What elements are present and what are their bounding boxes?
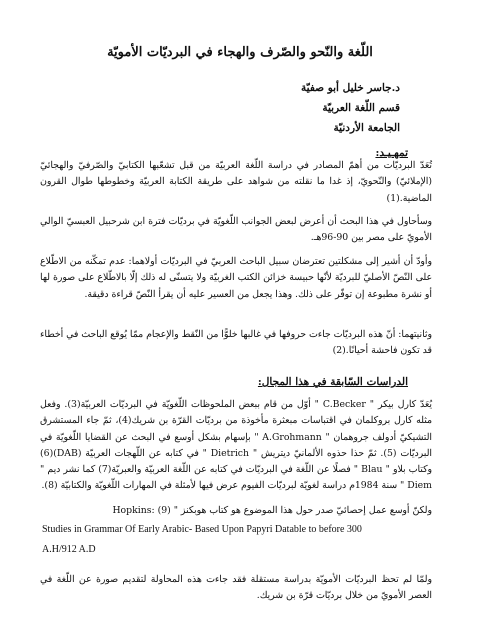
paragraph-6 bbox=[40, 503, 432, 519]
paragraph-1: تُعَدّ البرديّات من أهمّ المصادر في دراسة اللّغة العربيّة من قبل تشعّبها الكتابيّ والصّرفيّ والهجائيّ (الإملائيّ) والنّحويّ، إذ غدا ما نقلته من شواهد على طريقة الكتابة العربيّة وخطوطها طوال القرون الماضية.(1) bbox=[40, 160, 432, 204]
paragraph-3: وأودّ أن أشير إلى مشكلتين تعترضان سبيل الباحث العربيّ في البرديّات أولاهما: عدم تمكّنه من الاطّلاع على النّصّ الأصليّ للبرديّة لأنّها حبيسة خزائن الكتب الغربيّة ولا يتسنّى له ذلك إلّا بالاطّلاع على صورة لها أو نشرة مطبوعة إن توفّر على ذلك. وهذا يجعل من العسير عليه أن يقرأ النّصّ قراءة دقيقة. bbox=[40, 256, 432, 300]
paragraph-2: وسأحاول في هذا البحث أن أعرض لبعض الجوانب اللّغويّة في برديّات فترة ابن شرحبيل العبسيّ الوالي الأمويّ على مصر بين 90-96هـ. bbox=[40, 216, 432, 244]
paragraph-4: وثانيتهما: أنّ هذه البرديّات جاءت حروفها في غالبها خلوًّا من النّقط والإعجام ممّا يُوقع الباحث في أخطاء قد تكون فاحشة أحيانًا.(2) bbox=[40, 329, 432, 357]
intro-heading: تمهـيـد: bbox=[375, 147, 408, 159]
previous-studies-heading: الدراسات السّابقة في هذا المجال: bbox=[257, 376, 408, 388]
document-title: اللّغة والنّحو والصّرف والهجاء في البرديّات الأمويّة bbox=[107, 45, 373, 60]
paragraph-7: ولمّا لم تحظ البرديّات الأمويّة بدراسة مستقلة فقد جاءت هذه المحاولة لتقديم صورة عن اللّغة في العصر الأمويّ من خلال برديّات قرّة بن شريك. bbox=[40, 574, 432, 602]
author-university: الجامعة الأردنيّة bbox=[333, 122, 400, 134]
author-department: قسم اللّغة العربيّة bbox=[322, 102, 400, 114]
paragraph-5: يُعَدّ كارل بيكر " C.Becker " أوّل من قام ببعض الملحوظات اللّغويّة في البرديّات العربيّة(3). وفعل مثله كارل بروكلمان في اقتباسات مبعثرة مأخوذة من برديّات القرّة بن شريك(4)، ثمّ جاء المستشرق التشيكيّ أدولف جروهمان " A.Grohmann " بإسهام بشكل أوسع في البحث عن القضايا اللّغويّة في البرديّات (5). ثمّ حذا حذوه الألمانيّ ديتريش " Dietrich " في كتابه عن اللّهجات العربيّة (DAB)(6) وكتاب بلاو " Blau " فصلًا عن اللّغة في البرديّات في كتابه عن اللّغة العربيّة والعبريّة(7) كما نشر ديم " Diem " سنة 1984م دراسة لغويّة لبرديّات الفيوم عرض فيها لأمثلة في المهارات اللّغويّة والكتابيّة (8). bbox=[40, 399, 432, 492]
author-name: د.جاسر خليل أبو صفيّة bbox=[301, 82, 400, 94]
hopkins-reference-line-2: A.H/912 A.D bbox=[42, 544, 96, 555]
paragraph-6-text: ولكنّ أوسع عمل إحصائيّ صدر حول هذا الموضوع هو كتاب هوبكنز " Hopkins: bbox=[112, 505, 432, 516]
footnote-marker: (9) bbox=[157, 505, 171, 516]
hopkins-reference-line-1: Studies in Grammar Of Early Arabic- Based Upon Papyri Datable to before 300 bbox=[42, 524, 362, 535]
